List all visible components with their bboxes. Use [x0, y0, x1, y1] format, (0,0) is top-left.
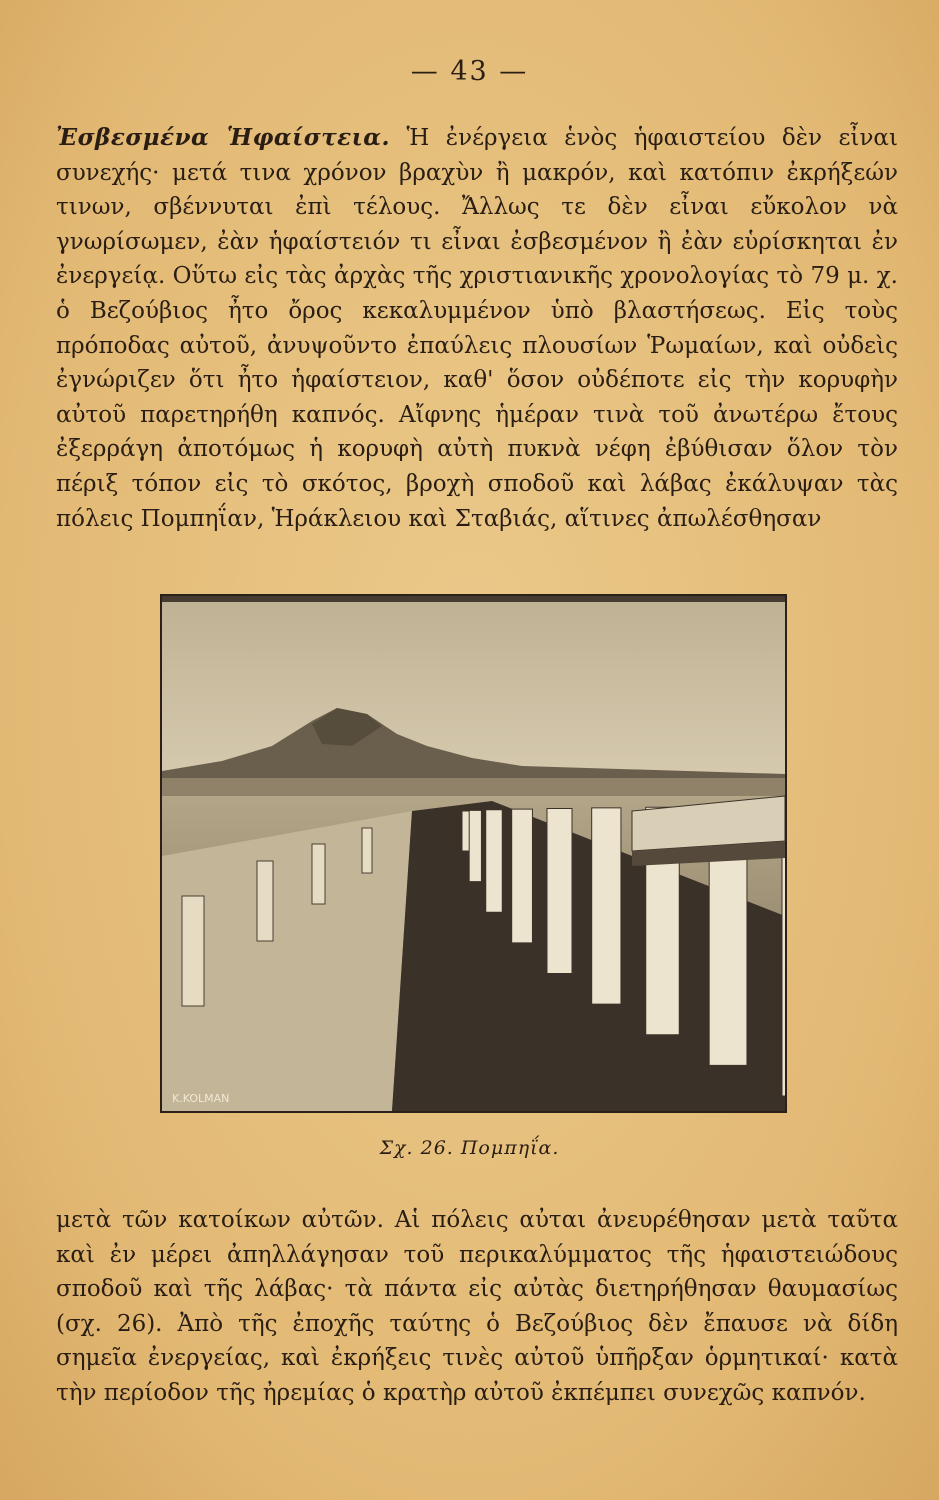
colonnade-column — [469, 810, 481, 881]
top-paragraph — [56, 121, 898, 536]
pompeii-photograph — [160, 594, 787, 1113]
pompeii-illustration — [162, 596, 785, 1111]
photo-top-edge — [162, 596, 785, 602]
colonnade-column — [592, 808, 621, 1004]
bottom-paragraph: μετὰ τῶν κατοίκων αὐτῶν. Αἱ πόλεις αὐται ἀνευρέθησαν μετὰ ταῦτα καὶ ἐν μέρει ἀπηλλάγησαν τοῦ περικαλύμματος τῆς ἡφαιστειώδους σποδοῦ καὶ τῆς λάβας· τὰ πάντα εἰς αὐτὰς διετηρήθησαν θαυμασίως (σχ. 26). Ἀπὸ τῆς ἐποχῆς ταύτης ὁ Βεζούβιος δὲν ἔπαυσε νὰ δίδη σημεῖα ἐνεργείας, καὶ ἐκρήξεις τινὲς αὐτοῦ ὑπῆρξαν ὁρμητικαί· κατὰ τὴν περίοδον τῆς ἠρεμίας ὁ κρατὴρ αὐτοῦ ἐκπέμπει συνεχῶς καπνόν. — [56, 1207, 898, 1406]
colonnade-column — [486, 810, 503, 913]
colonnade-column — [512, 809, 533, 943]
top-paragraph-text: Ἡ ἐνέργεια ἑνὸς ἡφαιστείου δὲν εἶναι συνεχής· μετά τινα χρόνον βραχὺν ἢ μακρόν, καὶ κατόπιν ἐκρήξεών τινων, σβέννυται ἐπὶ τέλους. Ἄλλως τε δὲν εἶναι εὔκολον νὰ γνωρίσωμεν, ἐὰν ἡφαίστειόν τι εἶναι ἐσβεσμένον ἢ ἐὰν εὑρίσκηται ἐν ἐνεργείᾳ. Οὕτω εἰς τὰς ἀρχὰς τῆς χριστιανικῆς χρονολογίας τὸ 79 μ. χ. ὁ Βεζούβιος ἦτο ὄρος κεκαλυμμένον ὑπὸ βλαστήσεως. Εἰς τοὺς πρόποδας αὐτοῦ, ἀνυψοῦντο ἐπαύλεις πλουσίων Ῥωμαίων, καὶ οὐδεὶς ἐγνώριζεν ὅτι ἦτο ἡφαίστειον, καθ' ὅσον οὐδέποτε εἰς τὴν κορυφὴν αὐτοῦ παρετηρήθη καπνός. Αἴφνης ἡμέραν τινὰ τοῦ ἀνωτέρω ἔτους ἐξερράγη ἀποτόμως ἡ κορυφὴ αὐτὴ πυκνὰ νέφη ἐβύθισαν ὅλον τὸν πέριξ τόπον εἰς τὸ σκότος, βροχὴ σποδοῦ καὶ λάβας ἐκάλυψαν τὰς πόλεις Πομπηΐαν, Ἡράκλειου καὶ Σταβιάς, αἵτινες ἀπωλέσθησαν — [56, 125, 898, 532]
figure-caption: Σχ. 26. Πομπηΐα. — [379, 1137, 560, 1159]
section-heading: Ἐσβεσμένα Ἡφαίστεια. — [56, 124, 390, 151]
page-number: — 43 — — [410, 56, 529, 87]
photo-signature: K.KOLMAN — [172, 1092, 230, 1105]
colonnade-column — [547, 809, 572, 974]
